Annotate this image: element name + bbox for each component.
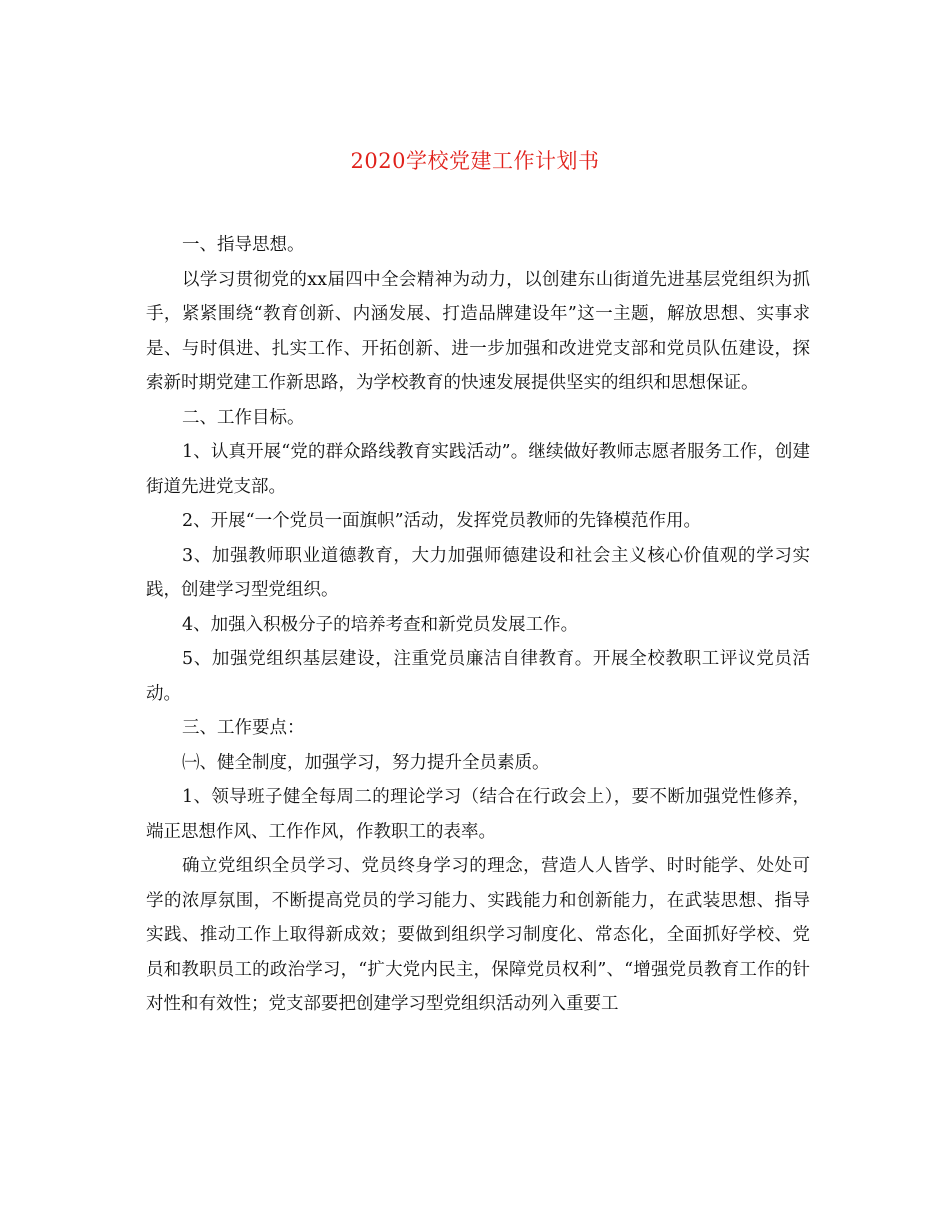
- paragraph-guiding-ideology: 以学习贯彻党的xx届四中全会精神为动力，以创建东山街道先进基层党组织为抓手，紧紧围绕“教育创新、内涵发展、打造品牌建设年”这一主题，解放思想、实事求是、与时俱进、扎实工作、开拓创新、进一步加强和改进党支部和党员队伍建设，探索新时期党建工作新思路，为学校教育的快速发展提供坚实的组织和思想保证。: [146, 269, 810, 393]
- goal-item-5: 5、加强党组织基层建设，注重党员廉洁自律教育。开展全校教职工评议党员活动。: [146, 649, 810, 704]
- work-point-item-1: 1、领导班子健全每周二的理论学习（结合在行政会上），要不断加强党性修养，端正思想作风、工作作风，作教职工的表率。: [146, 787, 810, 842]
- section-heading-guiding-ideology: 一、指导思想。: [182, 235, 305, 255]
- goal-item-2: 2、开展“一个党员一面旗帜”活动，发挥党员教师的先锋模范作用。: [182, 511, 702, 531]
- paragraph-learning-organization: 确立党组织全员学习、党员终身学习的理念，营造人人皆学、时时能学、处处可学的浓厚氛围，不断提高党员的学习能力、实践能力和创新能力，在武装思想、指导实践、推动工作上取得新成效；要做到组织学习制度化、常态化，全面抓好学校、党员和教职员工的政治学习，“扩大党内民主，保障党员权利”、“增强党员教育工作的针对性和有效性；党支部要把创建学习型党组织活动列入重要工: [146, 856, 810, 1014]
- goal-item-3: 3、加强教师职业道德教育，大力加强师德建设和社会主义核心价值观的学习实践，创建学习型党组织。: [146, 545, 810, 600]
- goal-item-1: 1、认真开展“党的群众路线教育实践活动”。继续做好教师志愿者服务工作，创建街道先进党支部。: [146, 442, 810, 497]
- document-body: [146, 228, 810, 1022]
- document-title: 2020学校党建工作计划书: [350, 149, 600, 173]
- subsection-heading-1: ㈠、健全制度，加强学习，努力提升全员素质。: [182, 752, 550, 773]
- section-heading-work-goals: 二、工作目标。: [182, 407, 305, 428]
- goal-item-4: 4、加强入积极分子的培养考查和新党员发展工作。: [182, 614, 579, 635]
- section-heading-work-points: 三、工作要点：: [182, 718, 305, 738]
